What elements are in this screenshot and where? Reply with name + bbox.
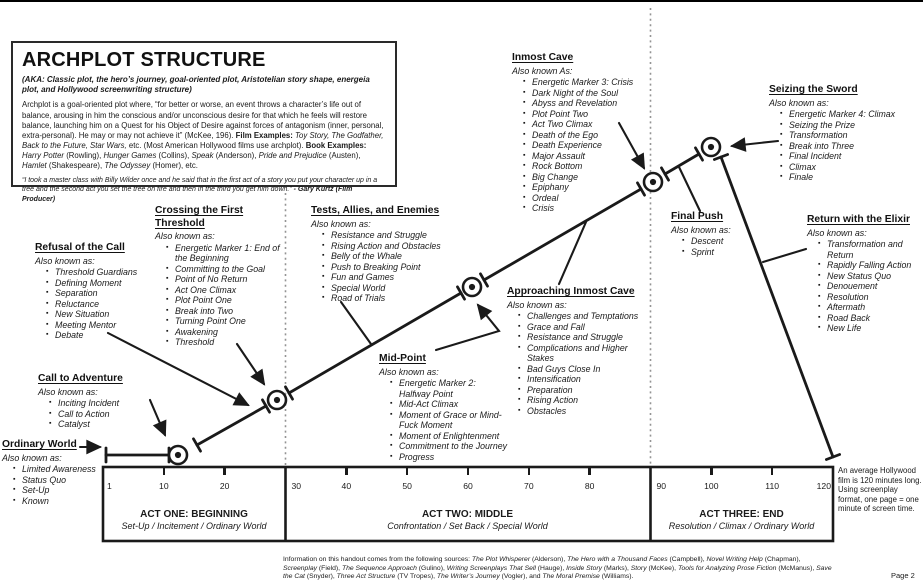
text-segment: The Moral Premise — [542, 573, 602, 581]
title-description — [22, 100, 386, 171]
stage-item: ▪ Meeting Mentor — [46, 320, 175, 331]
text-segment: (Williams). — [601, 573, 634, 581]
stage-ordinary-world — [2, 439, 114, 506]
stage-item: ▪ Crisis — [523, 203, 652, 214]
stage-item: ▪ Separation — [46, 288, 175, 299]
timeline-tick-110 — [771, 468, 773, 475]
timeline-minute-70: 70 — [524, 481, 534, 491]
screen-time-note: An average Hollywood film is 120 minutes long. Using screenplay format, one page = one minute of screen time. — [838, 466, 922, 514]
timeline-minute-110: 110 — [765, 481, 780, 491]
title-aka-line: (AKA: Classic plot, the hero’s journey, goal-oriented plot, Aristotelian story shape, energeia plot, and Hollywood screenwriting structure) — [22, 75, 370, 95]
text-segment: (Anderson), — [213, 150, 259, 160]
stage-item-list — [818, 239, 923, 334]
text-segment: Toy Story, The Godfather, Back to the Future, Star Wars, — [22, 130, 384, 150]
stage-aka-label: Also known as: — [155, 231, 215, 241]
stage-item: ▪ New Status Quo — [818, 271, 923, 282]
timeline-tick-40 — [345, 468, 347, 475]
text-segment: (Marks), — [603, 564, 631, 572]
stage-item: ▪ Death of the Ego — [523, 130, 652, 141]
timeline-minute-40: 40 — [341, 481, 352, 491]
stage-title: Final Push — [671, 211, 724, 222]
stage-item: ▪ Point of No Return — [166, 274, 288, 285]
stage-item: ▪ Awakening — [166, 327, 288, 338]
timeline-minute-1: 1 — [107, 481, 112, 491]
stage-item: ▪ Seizing the Prize — [780, 120, 919, 131]
stage-item: ▪ Abyss and Revelation — [523, 98, 652, 109]
act-subtitle: Confrontation / Set Back / Special World — [387, 521, 548, 531]
stage-title: Call to Adventure — [38, 373, 123, 384]
stage-title: Approaching Inmost Cave — [507, 286, 635, 297]
text-segment: The Odyssey — [104, 160, 151, 170]
text-segment: (Shakespeare), — [46, 160, 105, 170]
stage-aka-label: Also known as: — [35, 255, 95, 266]
stage-item: ▪ Dark Night of the Soul — [523, 88, 652, 99]
timeline-minute-120: 120 — [816, 481, 831, 491]
text-segment: Book Examples: — [305, 140, 367, 150]
text-segment: (Vogler), and — [501, 573, 543, 581]
text-segment: The Sequence Approach — [341, 564, 419, 572]
stage-item: ▪ Obstacles — [518, 406, 657, 417]
timeline-tick-100 — [710, 468, 712, 475]
stage-item: ▪ Preparation — [518, 385, 657, 396]
stage-item: ▪ New Situation — [46, 309, 175, 320]
text-segment: Archplot is a goal-oriented plot where, “for better or worse, an event throws a character’s life out of balance, arousing in him the conscious and/or unconscious desire for that which he feels will restore balance, launching him on a Quest for his Object of Desire against forces of antagonism (inner, personal, extra-personal). He may or may not achieve it” (McKee, 196). — [22, 100, 384, 140]
timeline-minute-80: 80 — [584, 481, 595, 491]
stage-final-push — [671, 211, 771, 257]
stage-item-list — [390, 378, 509, 462]
stage-item: ▪ Road Back — [818, 313, 923, 324]
stage-aka-label: Also known as: — [507, 299, 567, 310]
stage-item: ▪ Inciting Incident — [49, 398, 168, 409]
stage-item: ▪ Set-Up — [13, 485, 114, 496]
stage-item: ▪ Threshold — [166, 337, 288, 348]
stage-mid-point — [379, 353, 509, 462]
stage-item: ▪ Finale — [780, 172, 919, 183]
timeline-tick-60 — [467, 468, 469, 475]
stage-item: ▪ Break into Two — [166, 306, 288, 317]
stage-item: ▪ Rock Bottom — [523, 161, 652, 172]
text-segment: “I took a master class with Billy Wilder once and he said that in the first act of a story you put your character up in a tree and the second act you set the tree on fire and then in the third you get him down.” — [22, 177, 378, 194]
text-segment: Hamlet — [22, 160, 47, 170]
text-segment: (Gulino), — [418, 564, 447, 572]
stage-item: ▪ Energetic Marker 1: End of the Beginning — [166, 243, 288, 264]
stage-aka-label: Also known as: — [379, 366, 439, 377]
stage-item: ▪ Climax — [780, 162, 919, 173]
stage-title: Crossing the First Threshold — [155, 205, 244, 229]
stage-item: ▪ Intensification — [518, 374, 657, 385]
stage-item: ▪ Threshold Guardians — [46, 267, 175, 278]
text-segment: Novel Writing Help — [706, 556, 765, 563]
stage-item: ▪ Plot Point Two — [523, 109, 652, 120]
stage-item: ▪ Energetic Marker 4: Climax — [780, 109, 919, 120]
stage-item-list — [518, 311, 657, 416]
stage-tests-allies-enemies — [311, 205, 466, 304]
text-segment: (Campbell), — [669, 556, 707, 563]
stage-aka-label: Also known as: — [38, 386, 98, 397]
stage-item: ▪ Progress — [390, 452, 509, 463]
stage-item: ▪ Push to Breaking Point — [322, 262, 466, 273]
text-segment: Writing Screenplays That Sell — [446, 564, 538, 572]
text-segment: (Chapman), — [764, 556, 801, 563]
text-segment: (Alderson), — [531, 556, 568, 563]
stage-title: Ordinary World — [2, 439, 77, 450]
stage-return-with-elixir — [807, 214, 923, 334]
stage-aka-label: Also known as: — [2, 452, 62, 463]
text-segment: Tools for Analyzing Prose Fiction — [677, 564, 779, 572]
timeline-minute-50: 50 — [402, 481, 412, 491]
stage-item: ▪ Commitment to the Journey — [390, 441, 509, 452]
stage-item: ▪ Road of Trials — [322, 293, 466, 304]
stage-item: ▪ Committing to the Goal — [166, 264, 288, 275]
act-name: ACT TWO: MIDDLE — [421, 509, 514, 520]
stage-item-list — [49, 398, 168, 430]
stage-item: ▪ Death Experience — [523, 140, 652, 151]
stage-item: ▪ Catalyst — [49, 419, 168, 430]
text-segment: (McKee), — [648, 564, 678, 572]
text-segment: Save the Cat — [283, 564, 832, 581]
timeline-minute-90: 90 — [656, 481, 667, 491]
stage-title: Tests, Allies, and Enemies — [311, 205, 440, 216]
text-segment: Pride and Prejudice — [258, 150, 327, 160]
stage-item: ▪ Reluctance — [46, 299, 175, 310]
text-segment: (Rowling), — [64, 150, 104, 160]
text-segment: (Collins), — [156, 150, 192, 160]
stage-item: ▪ Ordeal — [523, 193, 652, 204]
stage-item: ▪ Debate — [46, 330, 175, 341]
stage-item: ▪ Mid-Act Climax — [390, 399, 509, 410]
text-segment: Screenplay — [283, 564, 319, 572]
stage-item: ▪ Energetic Marker 2: Halfway Point — [390, 378, 509, 399]
stage-item: ▪ New Life — [818, 323, 923, 334]
timeline-minute-100: 100 — [704, 481, 719, 491]
text-segment: (TV Tropes), — [397, 573, 437, 581]
act-two-label — [285, 509, 650, 532]
stage-aka-label: Also known as: — [671, 224, 731, 235]
timeline-minute-20: 20 — [219, 481, 230, 491]
stage-item: ▪ Rising Action and Obstacles — [322, 241, 466, 252]
text-segment: The Writer’s Journey — [436, 573, 502, 581]
stage-item: ▪ Resistance and Struggle — [322, 230, 466, 241]
stage-item: ▪ Challenges and Temptations — [518, 311, 657, 322]
stage-item: ▪ Status Quo — [13, 475, 114, 486]
stage-item-list — [322, 230, 466, 304]
stage-item: ▪ Aftermath — [818, 302, 923, 313]
timeline-tick-70 — [528, 468, 530, 475]
plot-node-seizing-sword — [702, 138, 720, 156]
stage-item: ▪ Moment of Enlightenment — [390, 431, 509, 442]
stage-item: ▪ Descent — [682, 236, 771, 247]
stage-title: Mid-Point — [379, 353, 426, 364]
act-one-label — [103, 509, 285, 532]
timeline-tick-20 — [223, 468, 225, 475]
plot-node-call-to-adventure — [169, 446, 187, 464]
stage-seizing-the-sword — [769, 84, 919, 183]
text-segment: Hunger Games — [103, 150, 157, 160]
stage-title: Return with the Elixir — [807, 214, 910, 225]
stage-item: ▪ Call to Action — [49, 409, 168, 420]
stage-item: ▪ Resistance and Struggle — [518, 332, 657, 343]
stage-refusal-of-the-call — [35, 242, 175, 341]
act-name: ACT THREE: END — [699, 509, 784, 520]
stage-call-to-adventure — [38, 373, 168, 430]
act-name: ACT ONE: BEGINNING — [140, 509, 248, 520]
text-segment: Speak — [191, 150, 214, 160]
timeline-minute-60: 60 — [463, 481, 473, 491]
stage-item: ▪ Turning Point One — [166, 316, 288, 327]
stage-item: ▪ Major Assault — [523, 151, 652, 162]
stage-aka-label: Also known as: — [807, 227, 867, 238]
text-segment: (McManus), — [778, 564, 817, 572]
text-segment: (Snyder), — [306, 573, 337, 581]
stage-item: ▪ Resolution — [818, 292, 923, 303]
stage-item: ▪ Grace and Fall — [518, 322, 657, 333]
stage-item-list — [523, 77, 652, 214]
stage-title: Seizing the Sword — [769, 84, 858, 95]
stage-item: ▪ Sprint — [682, 247, 771, 258]
plot-node-crossing-threshold — [268, 391, 286, 409]
stage-title: Refusal of the Call — [35, 242, 125, 253]
stage-item: ▪ Rising Action — [518, 395, 657, 406]
stage-inmost-cave — [512, 52, 652, 214]
arrow-mid-point — [436, 305, 499, 350]
stage-item-list — [166, 243, 288, 348]
leader-tests-allies-enemies — [341, 302, 371, 344]
stage-crossing-first-threshold — [155, 205, 288, 348]
text-segment: The Hero with a Thousand Faces — [567, 556, 670, 563]
stage-item: ▪ Transformation — [780, 130, 919, 141]
stage-item: ▪ Big Change — [523, 172, 652, 183]
text-segment: The Plot Whisperer — [471, 556, 532, 563]
stage-item: ▪ Act One Climax — [166, 285, 288, 296]
text-segment: (Field), — [318, 564, 342, 572]
sources-note — [283, 556, 835, 582]
text-segment: Film Examples: — [235, 130, 293, 140]
timeline-minute-30: 30 — [291, 481, 302, 491]
stage-item: ▪ Transformation and Return — [818, 239, 923, 260]
stage-item: ▪ Complications and Higher Stakes — [518, 343, 657, 364]
timeline-tick-80 — [588, 468, 590, 475]
text-segment: Harry Potter — [22, 150, 65, 160]
stage-item: ▪ Bad Guys Close In — [518, 364, 657, 375]
stage-aka-label: Also known As: — [512, 65, 573, 76]
timeline-minute-10: 10 — [159, 481, 169, 491]
leader-approaching-inmost-cave — [559, 222, 586, 284]
title-box — [11, 41, 397, 203]
stage-item: ▪ Limited Awareness — [13, 464, 114, 475]
stage-item: ▪ Moment of Grace or Mind-Fuck Moment — [390, 410, 509, 431]
stage-item: ▪ Denouement — [818, 281, 923, 292]
act-three-label — [650, 509, 833, 532]
stage-item: ▪ Act Two Climax — [523, 119, 652, 130]
title-quote — [22, 176, 386, 204]
stage-item: ▪ Belly of the Whale — [322, 251, 466, 262]
timeline-tick-10 — [163, 468, 165, 475]
stage-item: ▪ Epiphany — [523, 182, 652, 193]
text-segment: - Gary Kurtz (Film Producer) — [22, 186, 353, 203]
page-title: ARCHPLOT STRUCTURE — [22, 49, 266, 71]
text-segment: (Hauge), — [537, 564, 567, 572]
text-segment: Inside Story — [566, 564, 604, 572]
stage-item: ▪ Known — [13, 496, 114, 507]
stage-item: ▪ Plot Point One — [166, 295, 288, 306]
stage-approaching-inmost-cave — [507, 286, 657, 416]
stage-item: ▪ Rapidly Falling Action — [818, 260, 923, 271]
stage-item-list — [13, 464, 114, 506]
act-subtitle: Set-Up / Incitement / Ordinary World — [121, 521, 267, 531]
arrow-crossing-threshold — [237, 344, 264, 384]
timeline-tick-50 — [406, 468, 408, 475]
text-segment: Information on this handout comes from the following sources: — [283, 556, 472, 563]
stage-aka-label: Also known as: — [769, 97, 829, 108]
stage-item-list — [682, 236, 771, 257]
stage-title: Inmost Cave — [512, 52, 574, 63]
text-segment: etc. (Most American Hollywood films use archplot). — [126, 140, 306, 150]
act-subtitle: Resolution / Climax / Ordinary World — [668, 521, 815, 531]
text-segment: Story — [630, 564, 649, 572]
stage-item: ▪ Break into Three — [780, 141, 919, 152]
leader-final-push — [679, 167, 700, 211]
stage-item: ▪ Energetic Marker 3: Crisis — [523, 77, 652, 88]
stage-item: ▪ Defining Moment — [46, 278, 175, 289]
text-segment: (Homer), etc. — [150, 160, 198, 170]
stage-item: ▪ Special World — [322, 283, 466, 294]
text-segment: Three Act Structure — [336, 573, 398, 581]
page-number: Page 2 — [891, 571, 915, 580]
stage-aka-label: Also known as: — [311, 218, 371, 229]
stage-item: ▪ Final Incident — [780, 151, 919, 162]
text-segment: (Austen), — [326, 150, 361, 160]
stage-item: ▪ Fun and Games — [322, 272, 466, 283]
stage-item-list — [780, 109, 919, 183]
